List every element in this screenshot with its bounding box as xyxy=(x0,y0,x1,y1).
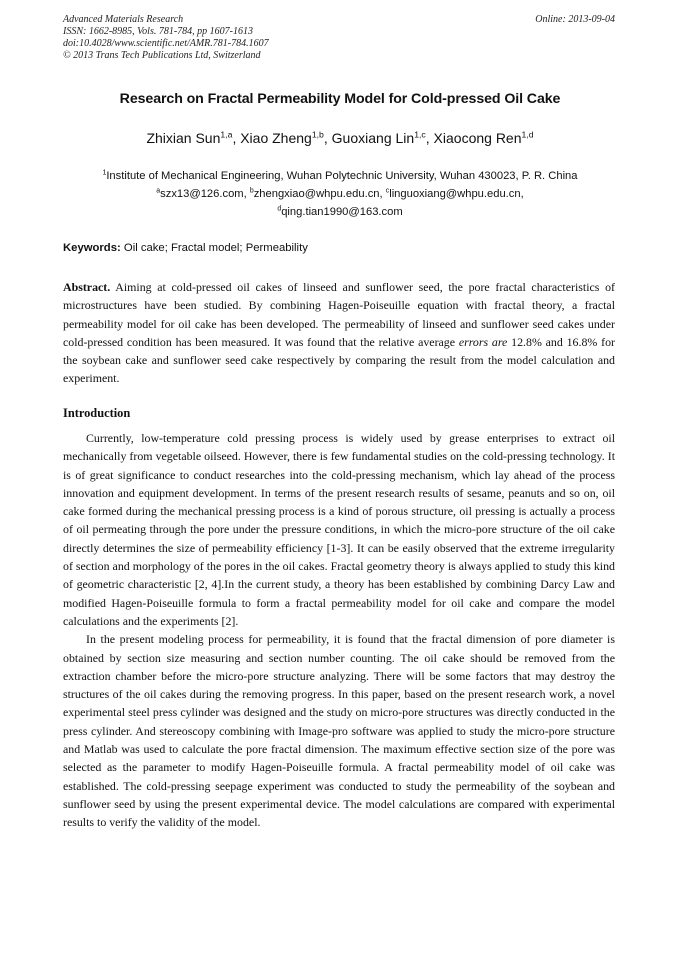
author-list xyxy=(40,130,640,146)
abstract-label: Abstract. xyxy=(63,280,111,294)
email: $^a$szx13@126.com, xyxy=(156,187,250,200)
email-line xyxy=(40,203,640,221)
journal-header xyxy=(63,14,615,62)
online-date: Online: 2013-09-04 xyxy=(535,14,615,25)
email: $^b$zhengxiao@whpu.edu.cn, xyxy=(249,187,386,200)
copyright-line: © 2013 Trans Tech Publications Ltd, Switzerland xyxy=(63,50,261,61)
abstract xyxy=(63,278,615,388)
affiliation-block xyxy=(40,167,640,221)
keywords-label: Keywords: xyxy=(63,242,121,254)
journal-name: Advanced Materials Research xyxy=(63,14,184,25)
email-line xyxy=(40,185,640,203)
section-heading: Introduction xyxy=(63,406,131,420)
abstract-text-end: 12.8% and 16.8% for the soybean cake and sunflower seed cake respectively by comparing the result from the model calculation and experiment. xyxy=(63,334,615,386)
author: Zhixian Sun$^{1,a}$, xyxy=(146,129,241,146)
paragraph: In the present modeling process for permeability, it is found that the fractal dimension of pore diameter is obtained by section size measuring and section number counting. The oil cake should be removed from the extraction chamber before the micro-pore structure analyzing. There will be some factors that may destroy the structures of the oil cakes during the removing progress. In this paper, based on the present research work, a novel experimental steel press cylinder was designed and the study on micro-pore structures was directly conducted in the press cylinder. And stereoscopy combining with Image-pro software was applied to study the micro-pore structure and Matlab was used to calculate the pore fractal dimension. The maximum effective section size of the pore was selected as the parameter to modify Hagen-Poiseuille formula. A fractal permeability model of oil cake was established. The cold-pressing seepage experiment was conducted to study the permeability of the soybean and sunflower seed by using the present experimental device. The model calculations are compared with experimental results to verify the validity of the model. xyxy=(63,632,615,830)
paragraph: Currently, low-temperature cold pressing process is widely used by grease enterprises to extract oil mechanically from vegetable oilseed. However, there is few fundamental studies on the cold-pressing technology. It is of great significance to conduct researches into the cold-pressing mechanism, which lay ahead of the process innovation and equipment development. In terms of the present research results of sesame, peanuts and so on, oil cake formed during the mechanical pressing process is a kind of porous structure, oil pressing is actually a process of oil permeating through the pore under the pressure conditions, in which the micro-pore structure of the oil cake directly determines the size of permeability efficiency [1-3]. It can be easily observed that the extreme irregularity of section and morphology of the pores in the oil cakes. Fractal geometry theory is always applied to study this kind of geometric characteristic [2, 4].In the current study, a theory has been established by combining Darcy Law and modified Hagen-Poiseuille formula to form a fractal permeability model for oil cake and compare the model calculations and the experiments [2]. xyxy=(63,431,615,628)
paper-title: Research on Fractal Permeability Model for Cold-pressed Oil Cake xyxy=(119,91,561,107)
introduction-body xyxy=(63,429,615,832)
abstract-text: Aiming at cold-pressed oil cakes of linseed and sunflower seed, the pore fractal characteristics of microstructures have been studied. By combining Hagen-Poiseuille equation with fractal theory, a fractal permeability model for oil cake has been developed. The permeability of linseed and sunflower seed cakes under cold-pressed condition has been measured. It was found that the relative average xyxy=(63,280,616,349)
email: $^d$qing.tian1990@163.com xyxy=(277,205,403,218)
keywords xyxy=(63,242,615,254)
keywords-text: Oil cake; Fractal model; Permeability xyxy=(123,242,308,254)
abstract-italic: errors are xyxy=(458,334,508,349)
author: Xiao Zheng$^{1,b}$, xyxy=(240,129,332,146)
doi-line: doi:10.4028/www.scientific.net/AMR.781-784.1607 xyxy=(63,38,269,49)
email: $^c$linguoxiang@whpu.edu.cn, xyxy=(385,187,524,200)
author: Guoxiang Lin$^{1,c}$, xyxy=(331,129,434,146)
issn-line: ISSN: 1662-8985, Vols. 781-784, pp 1607-1613 xyxy=(63,26,253,37)
author: Xiaocong Ren$^{1,d}$ xyxy=(433,129,534,146)
affiliation: $^1$Institute of Mechanical Engineering, Wuhan Polytechnic University, Wuhan 430023, P. R. China xyxy=(102,169,578,182)
